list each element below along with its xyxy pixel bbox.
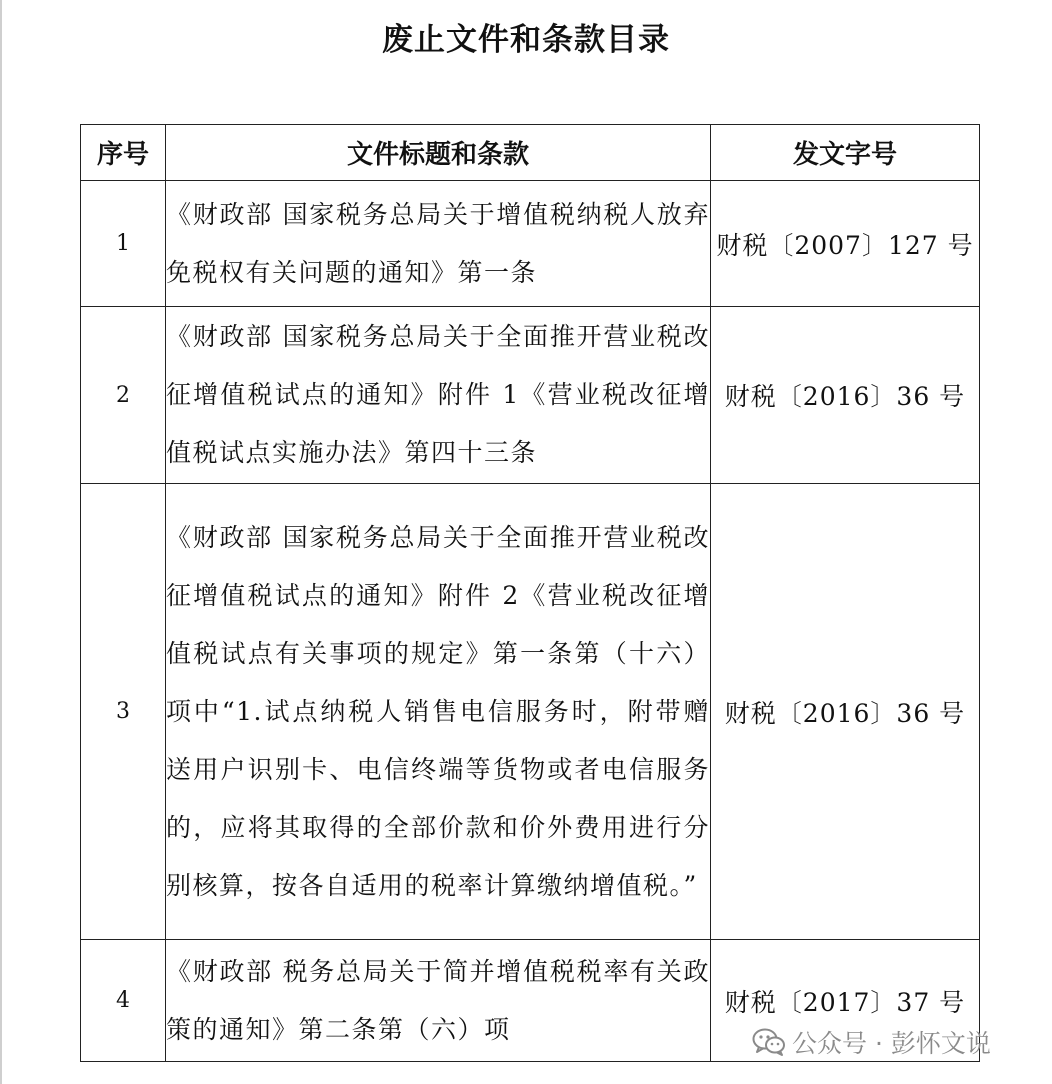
row-title: 《财政部 国家税务总局关于全面推开营业税改征增值税试点的通知》附件 1《营业税改征增值税试点实施办法》第四十三条 <box>166 307 711 484</box>
table-row <box>81 484 980 940</box>
table-row <box>81 181 980 307</box>
row-seq: 1 <box>81 181 166 307</box>
row-doc-no: 财税〔2016〕36 号 <box>711 307 980 484</box>
header-doc-no: 发文字号 <box>711 125 980 181</box>
table-header-row <box>81 125 980 181</box>
page-edge-rule <box>0 0 2 1084</box>
row-seq: 2 <box>81 307 166 484</box>
header-title: 文件标题和条款 <box>166 125 711 181</box>
row-seq: 3 <box>81 484 166 940</box>
watermark-text: 公众号 · 彭怀文说 <box>792 1029 991 1058</box>
row-doc-no: 财税〔2016〕36 号 <box>711 484 980 940</box>
repealed-documents-table <box>80 124 980 1062</box>
row-title: 《财政部 国家税务总局关于增值税纳税人放弃免税权有关问题的通知》第一条 <box>166 181 711 307</box>
wechat-icon <box>752 1027 786 1057</box>
account-watermark <box>752 1022 991 1062</box>
header-seq: 序号 <box>81 125 166 181</box>
row-title: 《财政部 国家税务总局关于全面推开营业税改征增值税试点的通知》附件 2《营业税改征增值税试点有关事项的规定》第一条第（十六）项中“1.试点纳税人销售电信服务时，附带赠送用户识别卡、电信终端等货物或者电信服务的，应将其取得的全部价款和价外费用进行分别核算，按各自适用的税率计算缴纳增值税。” <box>166 484 711 940</box>
row-seq: 4 <box>81 940 166 1062</box>
table-row <box>81 307 980 484</box>
row-doc-no: 财税〔2007〕127 号 <box>711 181 980 307</box>
row-title: 《财政部 税务总局关于简并增值税税率有关政策的通知》第二条第（六）项 <box>166 940 711 1062</box>
row-doc-no: 财税〔2017〕37 号 <box>711 940 980 1062</box>
document-title: 废止文件和条款目录 <box>382 22 670 58</box>
